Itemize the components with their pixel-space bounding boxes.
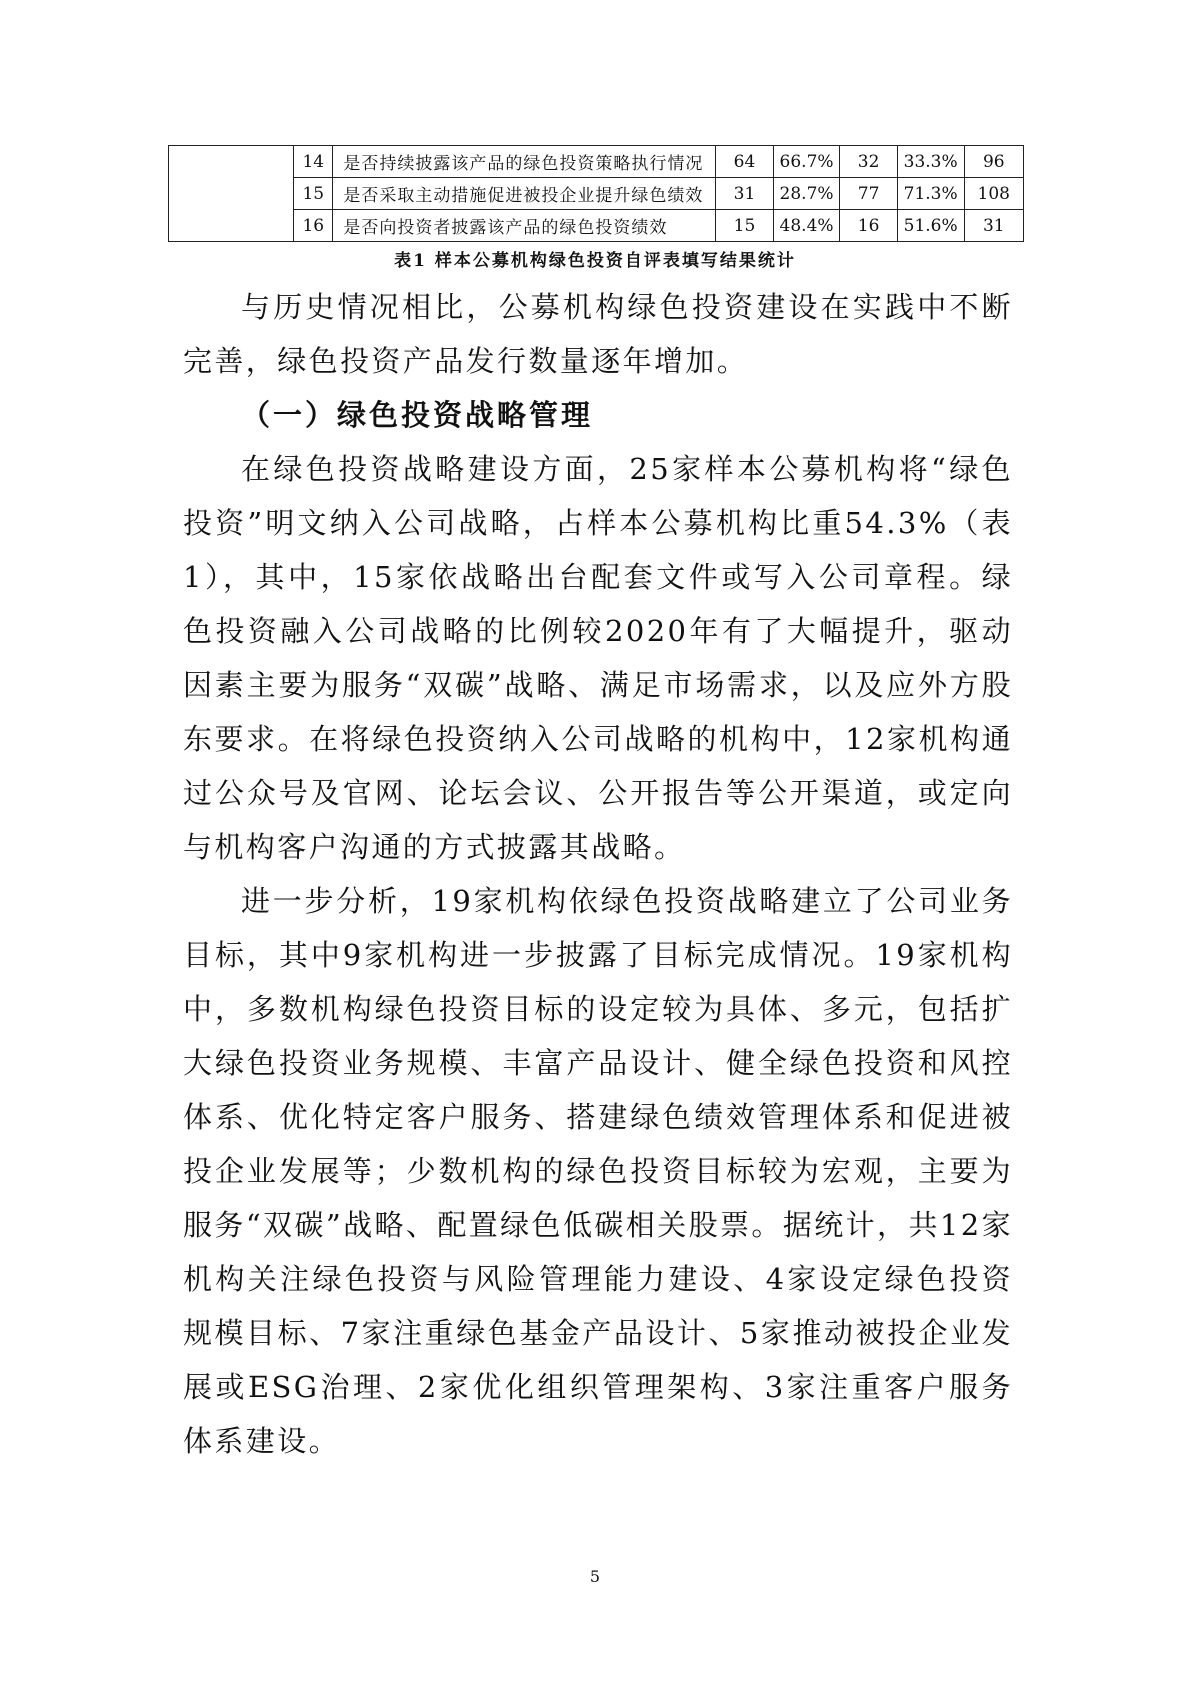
table-caption: 表1 样本公募机构绿色投资自评表填写结果统计 xyxy=(394,251,796,271)
section-heading: （一）绿色投资战略管理 xyxy=(241,398,594,432)
yes-percent-cell: 48.4% xyxy=(773,210,840,242)
table-row xyxy=(169,146,1024,178)
page-number: 5 xyxy=(589,1567,601,1586)
no-percent-cell: 51.6% xyxy=(897,210,964,242)
total-cell: 108 xyxy=(964,178,1023,210)
table-row xyxy=(169,210,1024,242)
paragraph: 进一步分析，19家机构依绿色投资战略建立了公司业务目标，其中9家机构进一步披露了目标完成情况。19家机构中，多数机构绿色投资目标的设定较为具体、多元，包括扩大绿色投资业务规模、丰富产品设计、健全绿色投资和风控体系、优化特定客户服务、搭建绿色绩效管理体系和促进被投企业发展等；少数机构的绿色投资目标较为宏观，主要为服务“双碳”战略、配置绿色低碳相关股票。据统计，共12家机构关注绿色投资与风险管理能力建设、4家设定绿色投资规模目标、7家注重绿色基金产品设计、5家推动被投企业发展或ESG治理、2家优化组织管理架构、3家注重客户服务体系建设。 xyxy=(183,884,1013,1458)
paragraph: 与历史情况相比，公募机构绿色投资建设在实践中不断完善，绿色投资产品发行数量逐年增加。 xyxy=(183,290,1013,378)
no-count-cell: 77 xyxy=(840,178,897,210)
yes-count-cell: 31 xyxy=(716,178,773,210)
no-count-cell: 32 xyxy=(840,146,897,178)
question-cell: 是否向投资者披露该产品的绿色投资绩效 xyxy=(333,210,716,242)
body-text xyxy=(183,280,1013,1468)
row-number: 14 xyxy=(294,146,333,178)
statistics-table xyxy=(168,145,1024,242)
no-percent-cell: 71.3% xyxy=(897,178,964,210)
total-cell: 31 xyxy=(964,210,1023,242)
table-row xyxy=(169,178,1024,210)
paragraph: 在绿色投资战略建设方面，25家样本公募机构将“绿色投资”明文纳入公司战略，占样本公募机构比重54.3%（表1），其中，15家依战略出台配套文件或写入公司章程。绿色投资融入公司战略的比例较2020年有了大幅提升，驱动因素主要为服务“双碳”战略、满足市场需求，以及应外方股东要求。在将绿色投资纳入公司战略的机构中，12家机构通过公众号及官网、论坛会议、公开报告等公开渠道，或定向与机构客户沟通的方式披露其战略。 xyxy=(183,452,1013,864)
yes-percent-cell: 66.7% xyxy=(773,146,840,178)
question-cell: 是否持续披露该产品的绿色投资策略执行情况 xyxy=(333,146,716,178)
yes-percent-cell: 28.7% xyxy=(773,178,840,210)
row-number: 15 xyxy=(294,178,333,210)
question-cell: 是否采取主动措施促进被投企业提升绿色绩效 xyxy=(333,178,716,210)
no-percent-cell: 33.3% xyxy=(897,146,964,178)
yes-count-cell: 15 xyxy=(716,210,773,242)
row-number: 16 xyxy=(294,210,333,242)
category-cell xyxy=(169,146,294,242)
yes-count-cell: 64 xyxy=(716,146,773,178)
no-count-cell: 16 xyxy=(840,210,897,242)
total-cell: 96 xyxy=(964,146,1023,178)
